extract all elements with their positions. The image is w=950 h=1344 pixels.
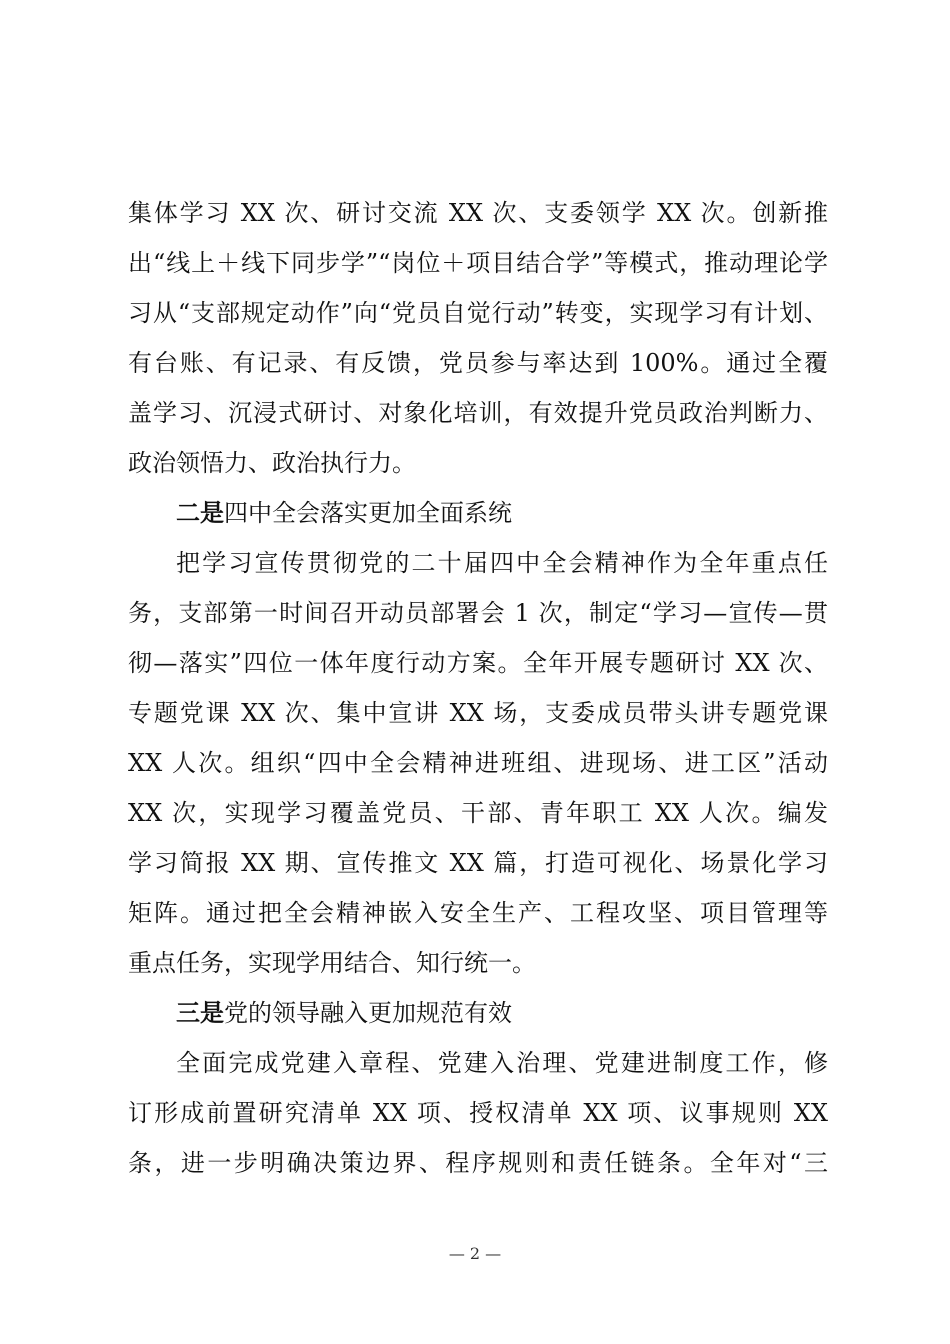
paragraph-line: 有台账、有记录、有反馈，党员参与率达到 100%。通过全覆: [128, 349, 828, 377]
section-heading-2: [176, 498, 512, 528]
paragraph-line: 政治领悟力、政治执行力。: [128, 449, 416, 477]
paragraph-line: 习从“支部规定动作”向“党员自觉行动”转变，实现学习有计划、: [128, 299, 828, 327]
paragraph-line: XX 人次。组织“四中全会精神进班组、进现场、进工区”活动: [128, 749, 828, 777]
paragraph-line: 彻—落实”四位一体年度行动方案。全年开展专题研讨 XX 次、: [128, 649, 828, 677]
paragraph-line: 全面完成党建入章程、党建入治理、党建进制度工作，修: [176, 1049, 828, 1077]
heading-text: 四中全会落实更加全面系统: [224, 499, 512, 527]
section-heading-3: [176, 998, 512, 1028]
paragraph-line: 出“线上＋线下同步学”“岗位＋项目结合学”等模式，推动理论学: [128, 249, 828, 277]
paragraph-line: 集体学习 XX 次、研讨交流 XX 次、支委领学 XX 次。创新推: [128, 199, 828, 227]
heading-text: 党的领导融入更加规范有效: [224, 999, 512, 1027]
paragraph-line: 专题党课 XX 次、集中宣讲 XX 场，支委成员带头讲专题党课: [128, 699, 828, 727]
heading-lead: 二是: [176, 498, 224, 527]
paragraph-line: 重点任务，实现学用结合、知行统一。: [128, 949, 536, 977]
paragraph-line: 矩阵。通过把全会精神嵌入安全生产、工程攻坚、项目管理等: [128, 899, 828, 927]
heading-lead: 三是: [176, 998, 224, 1027]
paragraph-line: 条，进一步明确决策边界、程序规则和责任链条。全年对“三: [128, 1149, 828, 1177]
paragraph-line: 盖学习、沉浸式研讨、对象化培训，有效提升党员政治判断力、: [128, 399, 828, 427]
paragraph-line: 订形成前置研究清单 XX 项、授权清单 XX 项、议事规则 XX: [128, 1099, 828, 1127]
paragraph-line: 务，支部第一时间召开动员部署会 1 次，制定“学习—宣传—贯: [128, 599, 828, 627]
paragraph-line: 把学习宣传贯彻党的二十届四中全会精神作为全年重点任: [176, 549, 828, 577]
page-number: — 2 —: [448, 1244, 502, 1263]
paragraph-line: XX 次，实现学习覆盖党员、干部、青年职工 XX 人次。编发: [128, 799, 828, 827]
paragraph-line: 学习简报 XX 期、宣传推文 XX 篇，打造可视化、场景化学习: [128, 849, 828, 877]
